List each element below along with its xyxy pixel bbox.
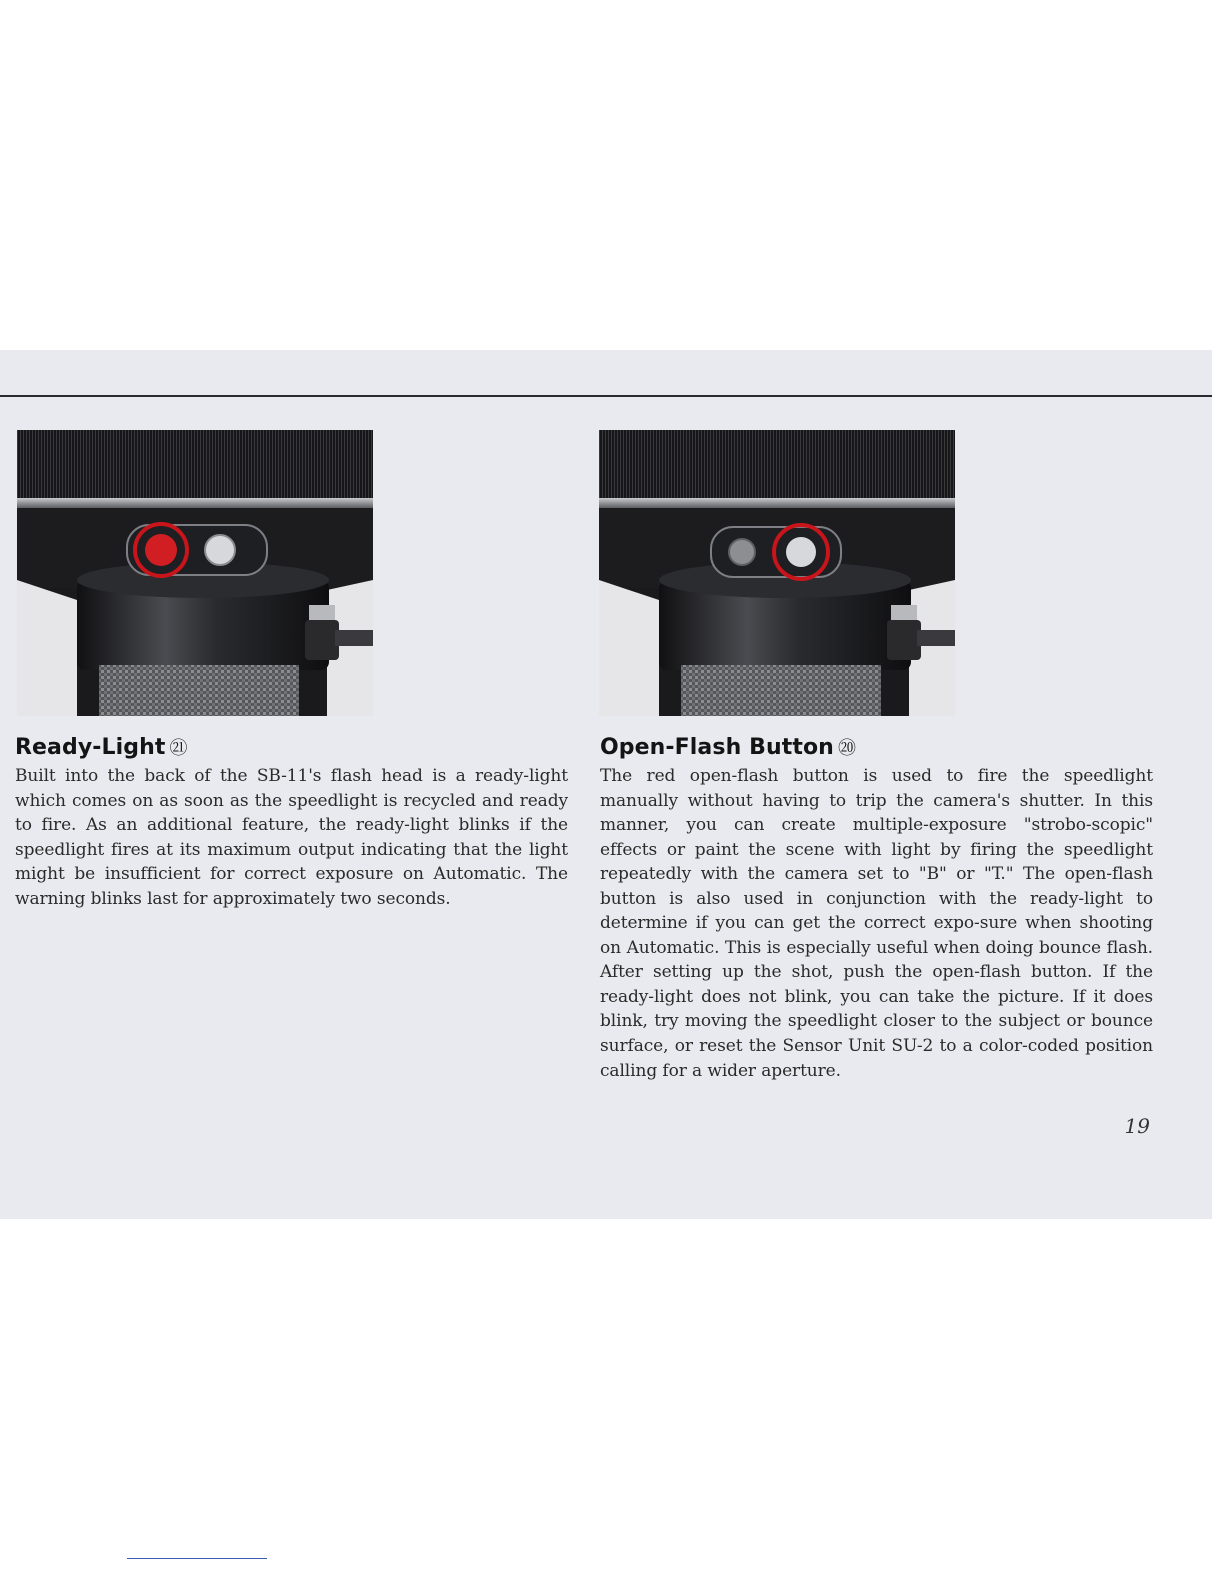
open-flash-button-photo [599,430,955,716]
ready-light-description: Built into the back of the SB-11's flash head is a ready-light which comes on as soon as the speedlight is recycled and ready to fire. As an additional feature, the ready-light blinks if the speedlight fires at its maximum output indicating that the light might be insufficient for correct exposure on Automatic. The warning blinks last for approximately two seconds. [15,766,568,909]
open-flash-button-heading [600,734,856,760]
manual-page [0,350,1212,1219]
page-number: 19 [1124,1114,1150,1138]
footnote-rule [127,1558,267,1559]
ready-light-photo [17,430,373,716]
open-flash-button-heading-text: Open-Flash Button [600,735,834,760]
ready-light-heading [15,734,188,760]
ready-light-heading-text: Ready-Light [15,735,166,760]
open-flash-button-ref-number: ⑳ [837,738,857,759]
open-flash-button-description: The red open-flash button is used to fire the speedlight manually without having to trip the camera's shutter. In this manner, you can create multiple-exposure "strobo-scopic" effects or paint the scene with light by firing the speedlight repeatedly with the camera set to "B" or "T." The open-flash button is also used in conjunction with the ready-light to determine if you can get the correct expo-sure when shooting on Automatic. This is especially useful when doing bounce flash. After setting up the shot, push the open-flash button. If the ready-light does not blink, you can take the picture. If it does blink, try moving the speedlight closer to the subject or bounce surface, or reset the Sensor Unit SU-2 to a color-coded position calling for a wider aperture. [600,766,1153,1081]
ready-light-ref-number: ㉑ [169,738,188,759]
header-rule [0,395,1212,397]
